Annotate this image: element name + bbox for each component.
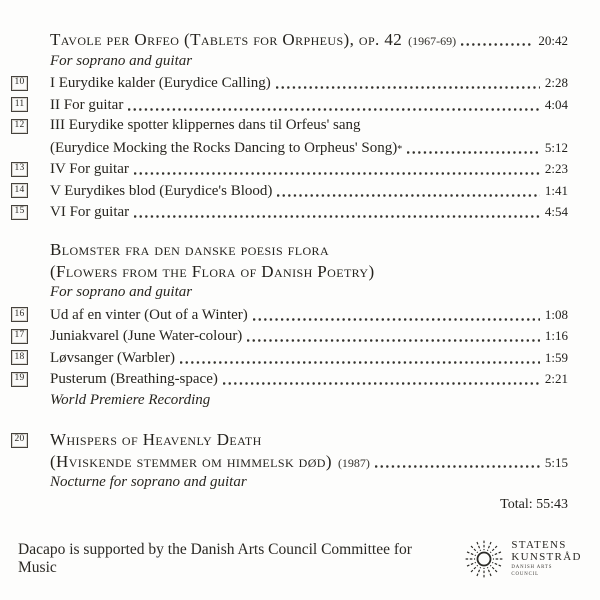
dot-leader (128, 108, 540, 111)
dot-leader (461, 43, 533, 46)
track-number-badge: 14 (11, 183, 28, 198)
work-2-subtitle: For soprano and guitar (50, 284, 193, 300)
track-title-line-2: (Eurydice Mocking the Rocks Dancing to Orpheus' Song) (50, 139, 398, 156)
track-title: IV For guitar (50, 161, 129, 177)
work-2-heading-row-1 (11, 239, 568, 261)
track-title: Løvsanger (Warbler) (50, 349, 175, 366)
work-3-subtitle: Nocturne for soprano and guitar (50, 474, 247, 490)
premiere-note-row (11, 390, 568, 412)
dot-leader (247, 339, 540, 342)
work-3-heading-row-2 (11, 451, 568, 473)
dot-leader (134, 215, 540, 218)
footer (18, 538, 582, 580)
work-1-heading-row (11, 29, 568, 51)
track-duration: 4:54 (544, 204, 568, 219)
dot-leader (180, 361, 540, 364)
track-title: Ud af en vinter (Out of a Winter) (50, 306, 248, 323)
track-duration: 5:12 (544, 139, 568, 155)
track-number-badge: 13 (11, 162, 28, 177)
dot-leader (276, 86, 540, 89)
section-gap (11, 223, 568, 240)
track-row (11, 347, 568, 369)
dot-leader (134, 172, 540, 175)
total-duration: Total: 55:43 (500, 496, 568, 512)
logo-wordmark-line-2: KUNSTRÅD (511, 550, 582, 563)
track-number-badge: 16 (11, 307, 28, 322)
work-1-subtitle: For soprano and guitar (50, 52, 193, 69)
track-number-badge: 10 (11, 76, 28, 91)
work-3-title-line-2: (Hviskende stemmer om himmelsk død) (50, 451, 332, 471)
track-duration: 2:23 (544, 161, 568, 176)
track-row (11, 158, 568, 180)
work-1-subtitle-row (11, 51, 568, 73)
track-number-badge: 15 (11, 205, 28, 220)
track-row-continuation: (Eurydice Mocking the Rocks Dancing to Orpheus' Song) * 5:12 (11, 137, 568, 159)
total-row (11, 494, 568, 516)
track-title: VI For guitar (50, 204, 130, 220)
track-number-badge: 11 (11, 97, 28, 112)
dot-leader (407, 151, 540, 154)
track-title-line-1: III Eurydike spotter klippernes dans til Orfeus' sang (50, 117, 361, 133)
work-1-duration: 20:42 (538, 33, 568, 48)
track-title: II For guitar (50, 96, 124, 113)
work-3-heading-row-1 (11, 429, 568, 451)
dot-leader (277, 194, 539, 197)
section-gap (11, 411, 568, 429)
work-2-subtitle-row (11, 282, 568, 304)
track-duration: 4:04 (544, 96, 568, 112)
footer-support-text: Dacapo is supported by the Danish Arts Council Committee for Music (18, 541, 412, 576)
work-2-title-line-2: (Flowers from the Flora of Danish Poetry) (50, 261, 375, 281)
dot-leader (375, 465, 540, 468)
track-row (11, 94, 568, 116)
track-duration: 2:21 (544, 371, 568, 386)
track-row (11, 72, 568, 94)
work-2-title-line-1: Blomster fra den danske poesis flora (50, 240, 330, 259)
work-2-heading-row-2 (11, 261, 568, 283)
work-1-year: (1967-69) (408, 34, 457, 48)
track-duration: 1:59 (544, 349, 568, 365)
work-3-year: (1987) (337, 455, 370, 470)
logo-wordmark (511, 540, 582, 578)
work-3-title-line-1: Whispers of Heavenly Death (50, 430, 262, 449)
danish-arts-council-logo (463, 538, 582, 580)
track-number-badge: 17 (11, 329, 28, 344)
track-title: Juniakvarel (June Water-colour) (50, 328, 243, 344)
track-row (11, 115, 568, 137)
world-premiere-note: World Premiere Recording (50, 391, 211, 408)
work-1-title: Tavole per Orfeo (Tablets for Orpheus), op. 42 (50, 30, 403, 49)
sunburst-logo-icon (463, 538, 505, 580)
track-row (11, 304, 568, 326)
work-3-duration: 5:15 (544, 454, 568, 470)
track-title: Pusterum (Breathing-space) (50, 371, 218, 387)
track-number-badge: 18 (11, 350, 28, 365)
track-title: V Eurydikes blod (Eurydice's Blood) (50, 182, 273, 199)
work-3-subtitle-row (11, 472, 568, 494)
track-row (11, 325, 568, 347)
track-duration: 1:08 (544, 306, 568, 322)
dot-leader (223, 382, 540, 385)
track-number-badge: 20 (11, 433, 28, 448)
logo-wordmark-line-1: STATENS (511, 539, 567, 551)
track-number-badge: 19 (11, 372, 28, 387)
track-row (11, 180, 568, 202)
track-duration: 1:41 (544, 182, 568, 198)
track-title: I Eurydike kalder (Eurydice Calling) (50, 75, 271, 91)
track-duration: 1:16 (544, 328, 568, 343)
track-row (11, 368, 568, 390)
track-row (11, 201, 568, 223)
track-duration: 2:28 (544, 75, 568, 90)
track-number-badge: 12 (11, 119, 28, 134)
dot-leader (253, 318, 540, 321)
logo-wordmark-subline: DANISH ARTS COUNCIL (511, 565, 553, 577)
